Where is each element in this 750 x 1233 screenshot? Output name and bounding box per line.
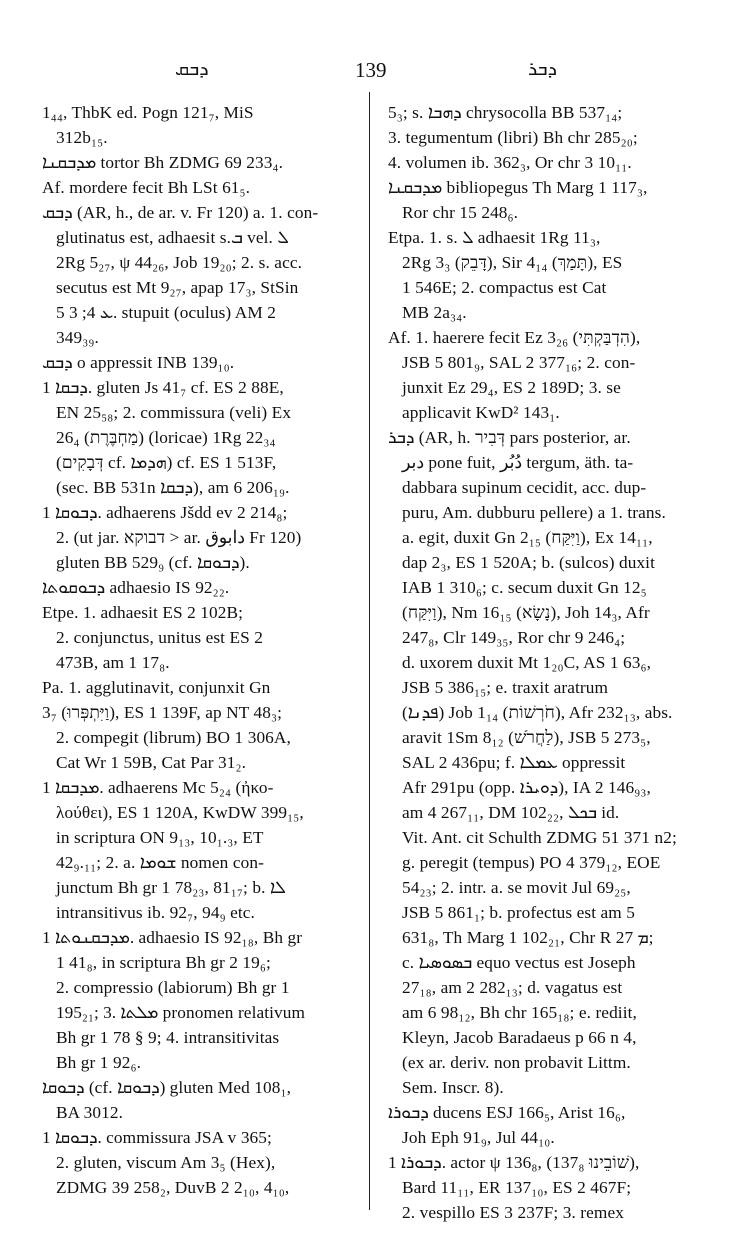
entry-line: 2. conjunctus, unitus est ES 2 <box>56 628 264 647</box>
entry-line: ܕܒܘܩܐ 1. adhaerens Jšdd ev 2 214₈; <box>42 503 288 522</box>
entry-line: JSB 5 386₁₅; e. traxit aratrum <box>402 678 609 697</box>
entry-line: 2. vespillo ES 3 237F; 3. remex <box>402 1203 624 1222</box>
entry-line: in scriptura ON 9₁₃, 10₁.₃, ET <box>56 828 264 847</box>
entry-line: 2. gluten, viscum Am 3₅ (Hex), <box>56 1153 276 1172</box>
entry-line: Cat Wr 1 59B, Cat Par 31₂. <box>56 753 247 772</box>
entry-line: dap 2₃, ES 1 520A; b. (sulcos) duxit <box>402 553 655 572</box>
entry-line: 2Rg 3₃ (דָּבֵק), Sir 4₁₄ (תָּמַךְ), ES <box>402 253 623 272</box>
entry-line: am 4 267₁₁, DM 102₂₂, ܒܟܠ id. <box>402 803 620 822</box>
entry-line: 247₈, Clr 149₃₅, Ror chr 9 246₄; <box>402 628 626 647</box>
entry-line: ܕܒܪ (AR, h. דְּבִיר pars posterior, ar. <box>388 428 631 447</box>
entry-line: (וַיִּקַּח), Nm 16₁₅ (נָשָׂא), Joh 14₃, Afr <box>402 603 650 622</box>
entry-line: ܕܒܘܪܐ ducens ESJ 166₅, Arist 16₆, <box>388 1103 626 1122</box>
right-column <box>388 100 723 1225</box>
entry-line: dabbara supinum cecidit, acc. dup- <box>402 478 647 497</box>
entry-line: junctum Bh gr 1 78₂₃, 81₁₇; b. ܠܐ <box>56 878 286 897</box>
entry-line: applicavit KwD² 143₁. <box>402 403 560 422</box>
entry-line: ܕܒܘܪܐ 1. actor ψ 136₈, (137₈ שׁוֹבֵינוּ), <box>388 1153 640 1172</box>
entry-line: Bh gr 1 92₆. <box>56 1053 141 1072</box>
entry-line: am 6 98₁₂, Bh chr 165₁₈; e. rediit, <box>402 1003 637 1022</box>
entry-line: Af. 1. haerere fecit Ez 3₂₆ (הִדְבַּקְתִּי), <box>388 328 641 347</box>
left-column <box>42 100 372 1200</box>
entry-line: 473B, am 1 17₈. <box>56 653 170 672</box>
entry-line: ܡܕܒܩܢܘܬܐ 1. adhaesio IS 92₁₈, Bh gr <box>42 928 303 947</box>
entry-line: (sec. BB 531n ܕܒܩܐ), am 6 206₁₉. <box>56 478 290 497</box>
entry-line: glutinatus est, adhaesit s.ܒ vel. ܠ <box>56 228 289 247</box>
entry-line: 195₂₁; 3. ܡܠܬܐ pronomen relativum <box>56 1003 306 1022</box>
entry-line: 5 ܥ 4; 3. stupuit (oculus) AM 2 <box>56 303 276 322</box>
entry-line: intransitivus ib. 92₇, 94₉ etc. <box>56 903 255 922</box>
entry-line: gluten BB 529₉ (cf. ܕܒܘܩܐ). <box>56 553 250 572</box>
entry-line: Kleyn, Jacob Baradaeus p 66 n 4, <box>402 1028 637 1047</box>
entry-line: SAL 2 436pu; f. ܥܡܠܐ oppressit <box>402 753 626 772</box>
entry-line: 42₉.₁₁; 2. a. ܫܘܡܐ nomen con- <box>56 853 264 872</box>
entry-line: secutus est Mt 9₂₇, apap 17₃, StSin <box>56 278 299 297</box>
entry-line: junxit Ez 29₄, ES 2 189D; 3. se <box>402 378 621 397</box>
entry-line: Vit. Ant. cit Schulth ZDMG 51 371 n2; <box>402 828 677 847</box>
entry-line: Pa. 1. agglutinavit, conjunxit Gn <box>42 678 271 697</box>
entry-line: g. peregit (tempus) PO 4 379₁₂, EOE <box>402 853 661 872</box>
entry-line: 5₃; s. ܕܗܒܐ chrysocolla BB 537₁₄; <box>388 103 623 122</box>
entry-line: 312b₁₅. <box>56 128 108 147</box>
entry-line: ܕܒܘܩܐ 1. commissura JSA v 365; <box>42 1128 272 1147</box>
entry-line: ܕܒܩ (AR, h., de ar. v. Fr 120) a. 1. con- <box>42 203 319 222</box>
entry-line: 2. compressio (labiorum) Bh gr 1 <box>56 978 290 997</box>
entry-line: 2. (ut jar. דבוקא > ar. دابوق Fr 120) <box>56 528 302 547</box>
entry-line: puru, Am. dubburu pellere) a 1. trans. <box>402 503 666 522</box>
entry-line: Bh gr 1 78 § 9; 4. intransitivitas <box>56 1028 280 1047</box>
entry-line: Bard 11₁₁, ER 137₁₀, ES 2 467F; <box>402 1178 632 1197</box>
entry-line: d. uxorem duxit Mt 1₂₀C, AS 1 63₆, <box>402 653 652 672</box>
entry-line: λούθει), ES 1 120A, KwDW 399₁₅, <box>56 803 304 822</box>
entry-line: 1 546E; 2. compactus est Cat <box>402 278 607 297</box>
entry-line: ܕܒܘܩܐ (cf. ܕܒܘܩܐ) gluten Med 108₁, <box>42 1078 292 1097</box>
entry-line: Joh Eph 91₉, Jul 44₁₀. <box>402 1128 555 1147</box>
entry-line: 27₁₈, am 2 282₁₃; d. vagatus est <box>402 978 623 997</box>
entry-line: Af. mordere fecit Bh LSt 61₅. <box>42 178 251 197</box>
entry-line: دبر pone fuit, دُبُر tergum, äth. ta- <box>402 453 634 472</box>
entry-line: 1 41₈, in scriptura Bh gr 2 19₆; <box>56 953 271 972</box>
entry-line: (ex ar. deriv. non probavit Littm. <box>402 1053 631 1072</box>
entry-line: 631₈, Th Marg 1 102₂₁, Chr R ܡ 27; <box>402 928 654 947</box>
entry-line: Afr 291pu (opp. ܕܘܝܪܐ), IA 2 146₉₃, <box>402 778 651 797</box>
entry-line: 349₃₉. <box>56 328 99 347</box>
entry-line: Etpe. 1. adhaesit ES 2 102B; <box>42 603 244 622</box>
entry-line: 26₄ (מַחְבֶּרֶת) (loricae) 1Rg 22₃₄ <box>56 428 276 447</box>
entry-line: 2. compegit (librum) BO 1 306A, <box>56 728 291 747</box>
entry-line: EN 25₅₈; 2. commissura (veli) Ex <box>56 403 292 422</box>
entry-line: ܡܕܒܩܐ 1. adhaerens Mc 5₂₄ (ἠκο- <box>42 778 274 797</box>
entry-line: ܕܒܩܐ 1. gluten Js 41₇ cf. ES 2 88E, <box>42 378 284 397</box>
running-head-left: ܕܒܩ <box>175 58 209 80</box>
page-number: 139 <box>355 58 387 82</box>
entry-line: IAB 1 310₆; c. secum duxit Gn 12₅ <box>402 578 647 597</box>
entry-line: (ܦܕܢܐ) Job 1₁₄ (חֹרְשׁוֹת), Afr 232₁₃, abs. <box>402 703 673 722</box>
entry-line: 54₂₃; 2. intr. a. se movit Jul 69₂₅, <box>402 878 631 897</box>
running-head-right: ܕܒܪ <box>528 58 557 80</box>
entry-line: 3₇ (וַיִּתְפְּרוּ), ES 1 139F, ap NT 48₃; <box>42 703 283 722</box>
entry-line: Sem. Inscr. 8). <box>402 1078 504 1097</box>
entry-line: a. egit, duxit Gn 2₁₅ (וַיִּקַּח), Ex 14₁₁, <box>402 528 653 547</box>
entry-line: ܡܕܒܩܢܐ bibliopegus Th Marg 1 117₃, <box>388 178 648 197</box>
entry-line: MB 2a₃₄. <box>402 303 467 322</box>
entry-line: ZDMG 39 258₂, DuvB 2 2₁₀, 4₁₀, <box>56 1178 290 1197</box>
entry-line: ܡܕܒܩܢܐ tortor Bh ZDMG 69 233₄. <box>42 153 284 172</box>
entry-line: 3. tegumentum (libri) Bh chr 285₂₀; <box>388 128 638 147</box>
entry-line: Etpa. 1. s. ܠ adhaesit 1Rg 11₃, <box>388 228 601 247</box>
entry-line: aravit 1Sm 8₁₂ (לַחֲרֹשׁ), JSB 5 273₅, <box>402 728 651 747</box>
entry-line: ܕܒܘܩܘܬܐ adhaesio IS 92₂₂. <box>42 578 230 597</box>
entry-line: c. ܒܣܘܣܝܐ equo vectus est Joseph <box>402 953 636 972</box>
entry-line: JSB 5 861₁; b. profectus est am 5 <box>402 903 636 922</box>
entry-line: ܕܒܩ o appressit INB 139₁₀. <box>42 353 235 372</box>
entry-line: (דְּבָקִים cf. ܗܕܡܐ) cf. ES 1 513F, <box>56 453 277 472</box>
entry-line: BA 3012. <box>56 1103 124 1122</box>
entry-line: 4. volumen ib. 362₃, Or chr 3 10₁₁. <box>388 153 632 172</box>
entry-line: 2Rg 5₂₇, ψ 44₂₆, Job 19₂₀; 2. s. acc. <box>56 253 303 272</box>
entry-line: Ror chr 15 248₆. <box>402 203 519 222</box>
entry-line: JSB 5 801₉, SAL 2 377₁₆; 2. con- <box>402 353 636 372</box>
entry-line: 1₄₄, ThbK ed. Pogn 121₇, MiS <box>42 103 254 122</box>
